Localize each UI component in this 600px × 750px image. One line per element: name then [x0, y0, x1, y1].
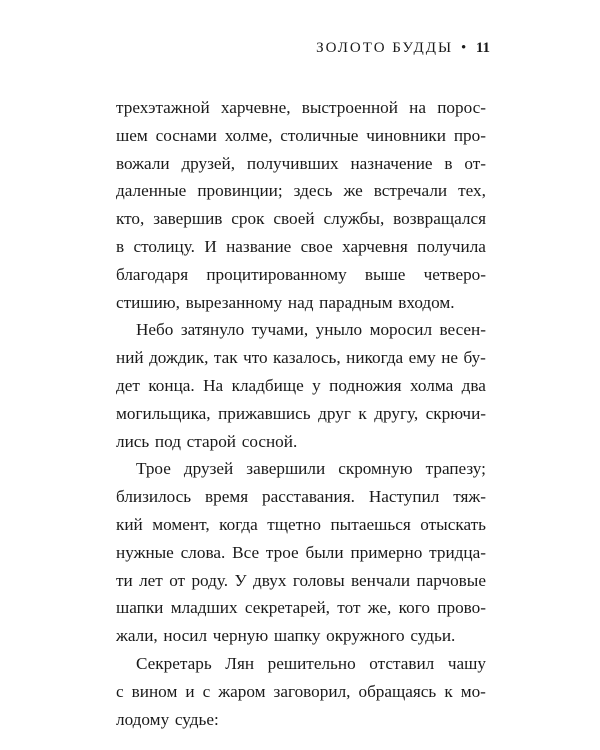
text-line: стишию, вырезанному над парадным входом.	[116, 292, 455, 312]
text-line: в столицу. И название свое харчевня получила	[116, 236, 486, 256]
text-line: лодому судье:	[116, 709, 219, 729]
text-line: лись под старой сосной.	[116, 431, 298, 451]
text-line: ний дождик, так что казалось, никогда ему не бу-	[116, 348, 486, 368]
text-line: шем соснами холме, столичные чиновники про-	[116, 125, 486, 145]
text-line: шапки младших секретарей, тот же, кого прово-	[116, 598, 486, 618]
text-line: Секретарь Лян решительно отставил чашу	[136, 653, 486, 673]
text-line: Небо затянуло тучами, уныло моросил весен-	[136, 320, 486, 340]
text-line: нужные слова. Все трое были примерно тридца-	[116, 542, 486, 562]
text-line: могильщика, прижавшись друг к другу, скрючи-	[116, 403, 486, 423]
text-line: дет конца. На кладбище у подножия холма два	[116, 375, 486, 395]
text-line: Трое друзей завершили скромную трапезу;	[136, 459, 486, 479]
text-line: с вином и с жаром заговорил, обращаясь к мо-	[116, 681, 486, 701]
text-line: кто, завершив срок своей службы, возвращался	[116, 209, 486, 229]
text-line: ти лет от роду. У двух головы венчали парчовые	[116, 570, 486, 590]
running-head	[316, 40, 490, 57]
body-text	[116, 94, 486, 733]
text-line: благодаря процитированному выше четверо-	[116, 264, 486, 284]
text-line: даленные провинции; здесь же встречали тех,	[116, 181, 486, 201]
text-line: близилось время расставания. Наступил тяж-	[116, 487, 486, 507]
text-line: кий момент, когда тщетно пытаешься отыскать	[116, 514, 486, 534]
page-number: 11	[475, 40, 490, 56]
book-title: ЗОЛОТО БУДДЫ	[316, 40, 454, 56]
text-line: трехэтажной харчевне, выстроенной на порос-	[116, 98, 486, 117]
header-separator: •	[461, 40, 468, 56]
text-line: вожали друзей, получивших назначение в от-	[116, 153, 486, 173]
text-line: жали, носил черную шапку окружного судьи.	[116, 626, 456, 646]
